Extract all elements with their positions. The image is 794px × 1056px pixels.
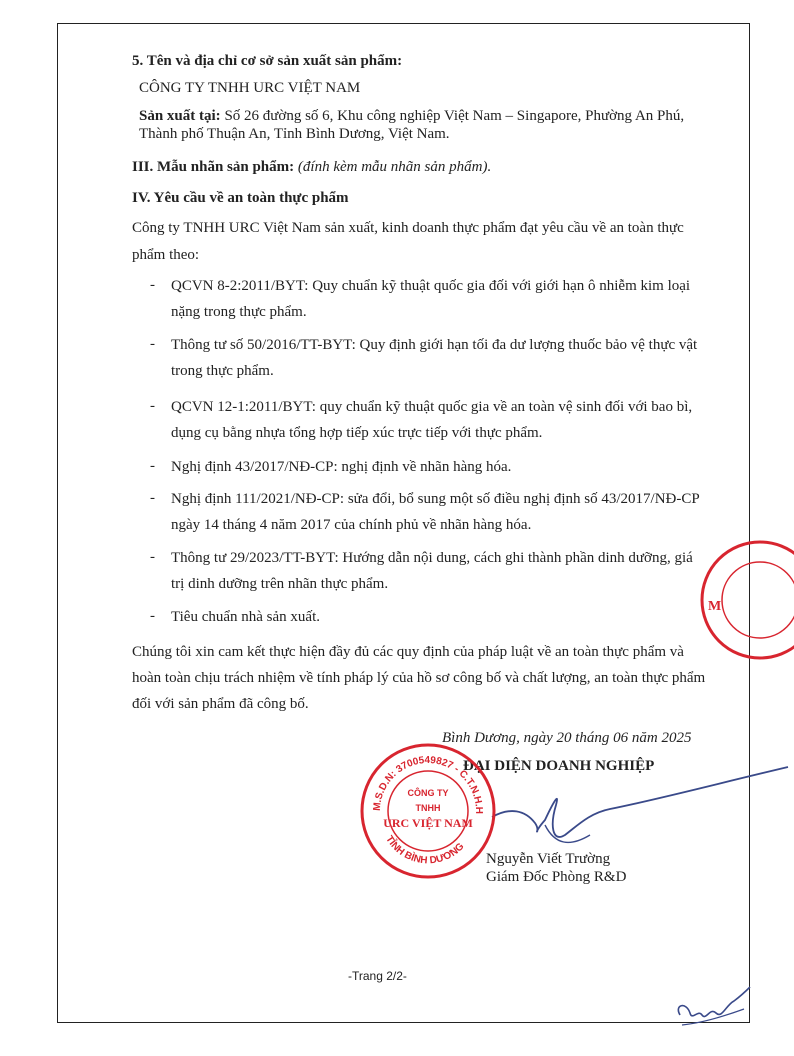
list-item: Nghị định 111/2021/NĐ-CP: sửa đổi, bổ sung một số điều nghị định số 43/2017/NĐ-CP [171, 491, 700, 507]
initial-signature [672, 985, 752, 1035]
list-bullet: - [150, 549, 155, 565]
section3-heading: III. Mẫu nhãn sản phẩm: [132, 159, 295, 175]
commitment-line1: Chúng tôi xin cam kết thực hiện đầy đủ các quy định của pháp luật về an toàn thực phẩm và [132, 644, 684, 660]
list-item-cont: nặng trong thực phẩm. [171, 304, 307, 320]
seal-text-line1: CÔNG TY [407, 788, 449, 798]
address-text: Số 26 đường số 6, Khu công nghiệp Việt Nam – Singapore, Phường An Phú, [220, 108, 685, 124]
list-item: Nghị định 43/2017/NĐ-CP: nghị định về nhãn hàng hóa. [171, 459, 512, 475]
section3-note: (đính kèm mẫu nhãn sản phẩm). [294, 159, 492, 175]
section4-intro1: Công ty TNHH URC Việt Nam sản xuất, kinh doanh thực phẩm đạt yêu cầu về an toàn thực [132, 220, 684, 236]
list-bullet: - [150, 277, 155, 293]
list-item: Thông tư số 50/2016/TT-BYT: Quy định giới hạn tối đa dư lượng thuốc bảo vệ thực vật [171, 337, 698, 353]
list-item-cont: ngày 14 tháng 4 năm 2017 của chính phủ về nhãn hàng hóa. [171, 517, 532, 533]
list-item: Tiêu chuẩn nhà sản xuất. [171, 609, 321, 625]
seal-text-line2: TNHH [415, 803, 441, 813]
seal-ring-top: M.S.D.N: 3700549827 - C.T.N.H.H [371, 754, 485, 815]
list-item: QCVN 8-2:2011/BYT: Quy chuẩn kỹ thuật quốc gia đối với giới hạn ô nhiễm kim loại [171, 278, 691, 294]
list-bullet: - [150, 490, 155, 506]
partial-seal [690, 540, 794, 670]
seal-ring-bottom: TỈNH BÌNH DƯƠNG [383, 833, 467, 867]
list-bullet: - [150, 336, 155, 352]
company-name: CÔNG TY TNHH URC VIỆT NAM [139, 80, 361, 96]
list-bullet: - [150, 458, 155, 474]
address-label: Sản xuất tại: [139, 108, 221, 124]
commitment-line2: hoàn toàn chịu trách nhiệm về tính pháp lý của hồ sơ công bố và chất lượng, an toàn thực phẩm [132, 670, 706, 686]
list-bullet: - [150, 608, 155, 624]
section3 [132, 158, 491, 176]
seal-text-line3: URC VIỆT NAM [383, 816, 473, 830]
page-number: -Trang 2/2- [348, 969, 407, 983]
address-line2: Thành phố Thuận An, Tỉnh Bình Dương, Việt Nam. [139, 126, 450, 142]
commitment-line3: đối với sản phẩm đã công bố. [132, 696, 309, 712]
sign-date: Bình Dương, ngày 20 tháng 06 năm 2025 [442, 730, 692, 746]
company-seal [358, 741, 498, 881]
list-item: QCVN 12-1:2011/BYT: quy chuẩn kỹ thuật quốc gia về an toàn vệ sinh đối với bao bì, [171, 399, 693, 415]
list-item-cont: trị dinh dưỡng trên nhãn thực phẩm. [171, 576, 389, 592]
section4-heading: IV. Yêu cầu về an toàn thực phẩm [132, 190, 349, 206]
signer-name: Nguyễn Viết Trường [486, 851, 611, 867]
list-item-cont: dụng cụ bằng nhựa tổng hợp tiếp xúc trực tiếp với thực phẩm. [171, 425, 543, 441]
list-item: Thông tư 29/2023/TT-BYT: Hướng dẫn nội dung, cách ghi thành phần dinh dưỡng, giá [171, 550, 693, 566]
section5-heading: 5. Tên và địa chỉ cơ sở sản xuất sản phẩm: [132, 53, 403, 69]
signer-title: Giám Đốc Phòng R&D [486, 869, 627, 885]
list-bullet: - [150, 398, 155, 414]
handwritten-signature [490, 765, 790, 875]
representative-label: ĐẠI DIỆN DOANH NGHIỆP [463, 758, 655, 774]
section4-intro2: phẩm theo: [132, 247, 200, 263]
address-line1 [139, 107, 684, 125]
svg-text:M: M [708, 599, 722, 614]
list-item-cont: trong thực phẩm. [171, 363, 274, 379]
